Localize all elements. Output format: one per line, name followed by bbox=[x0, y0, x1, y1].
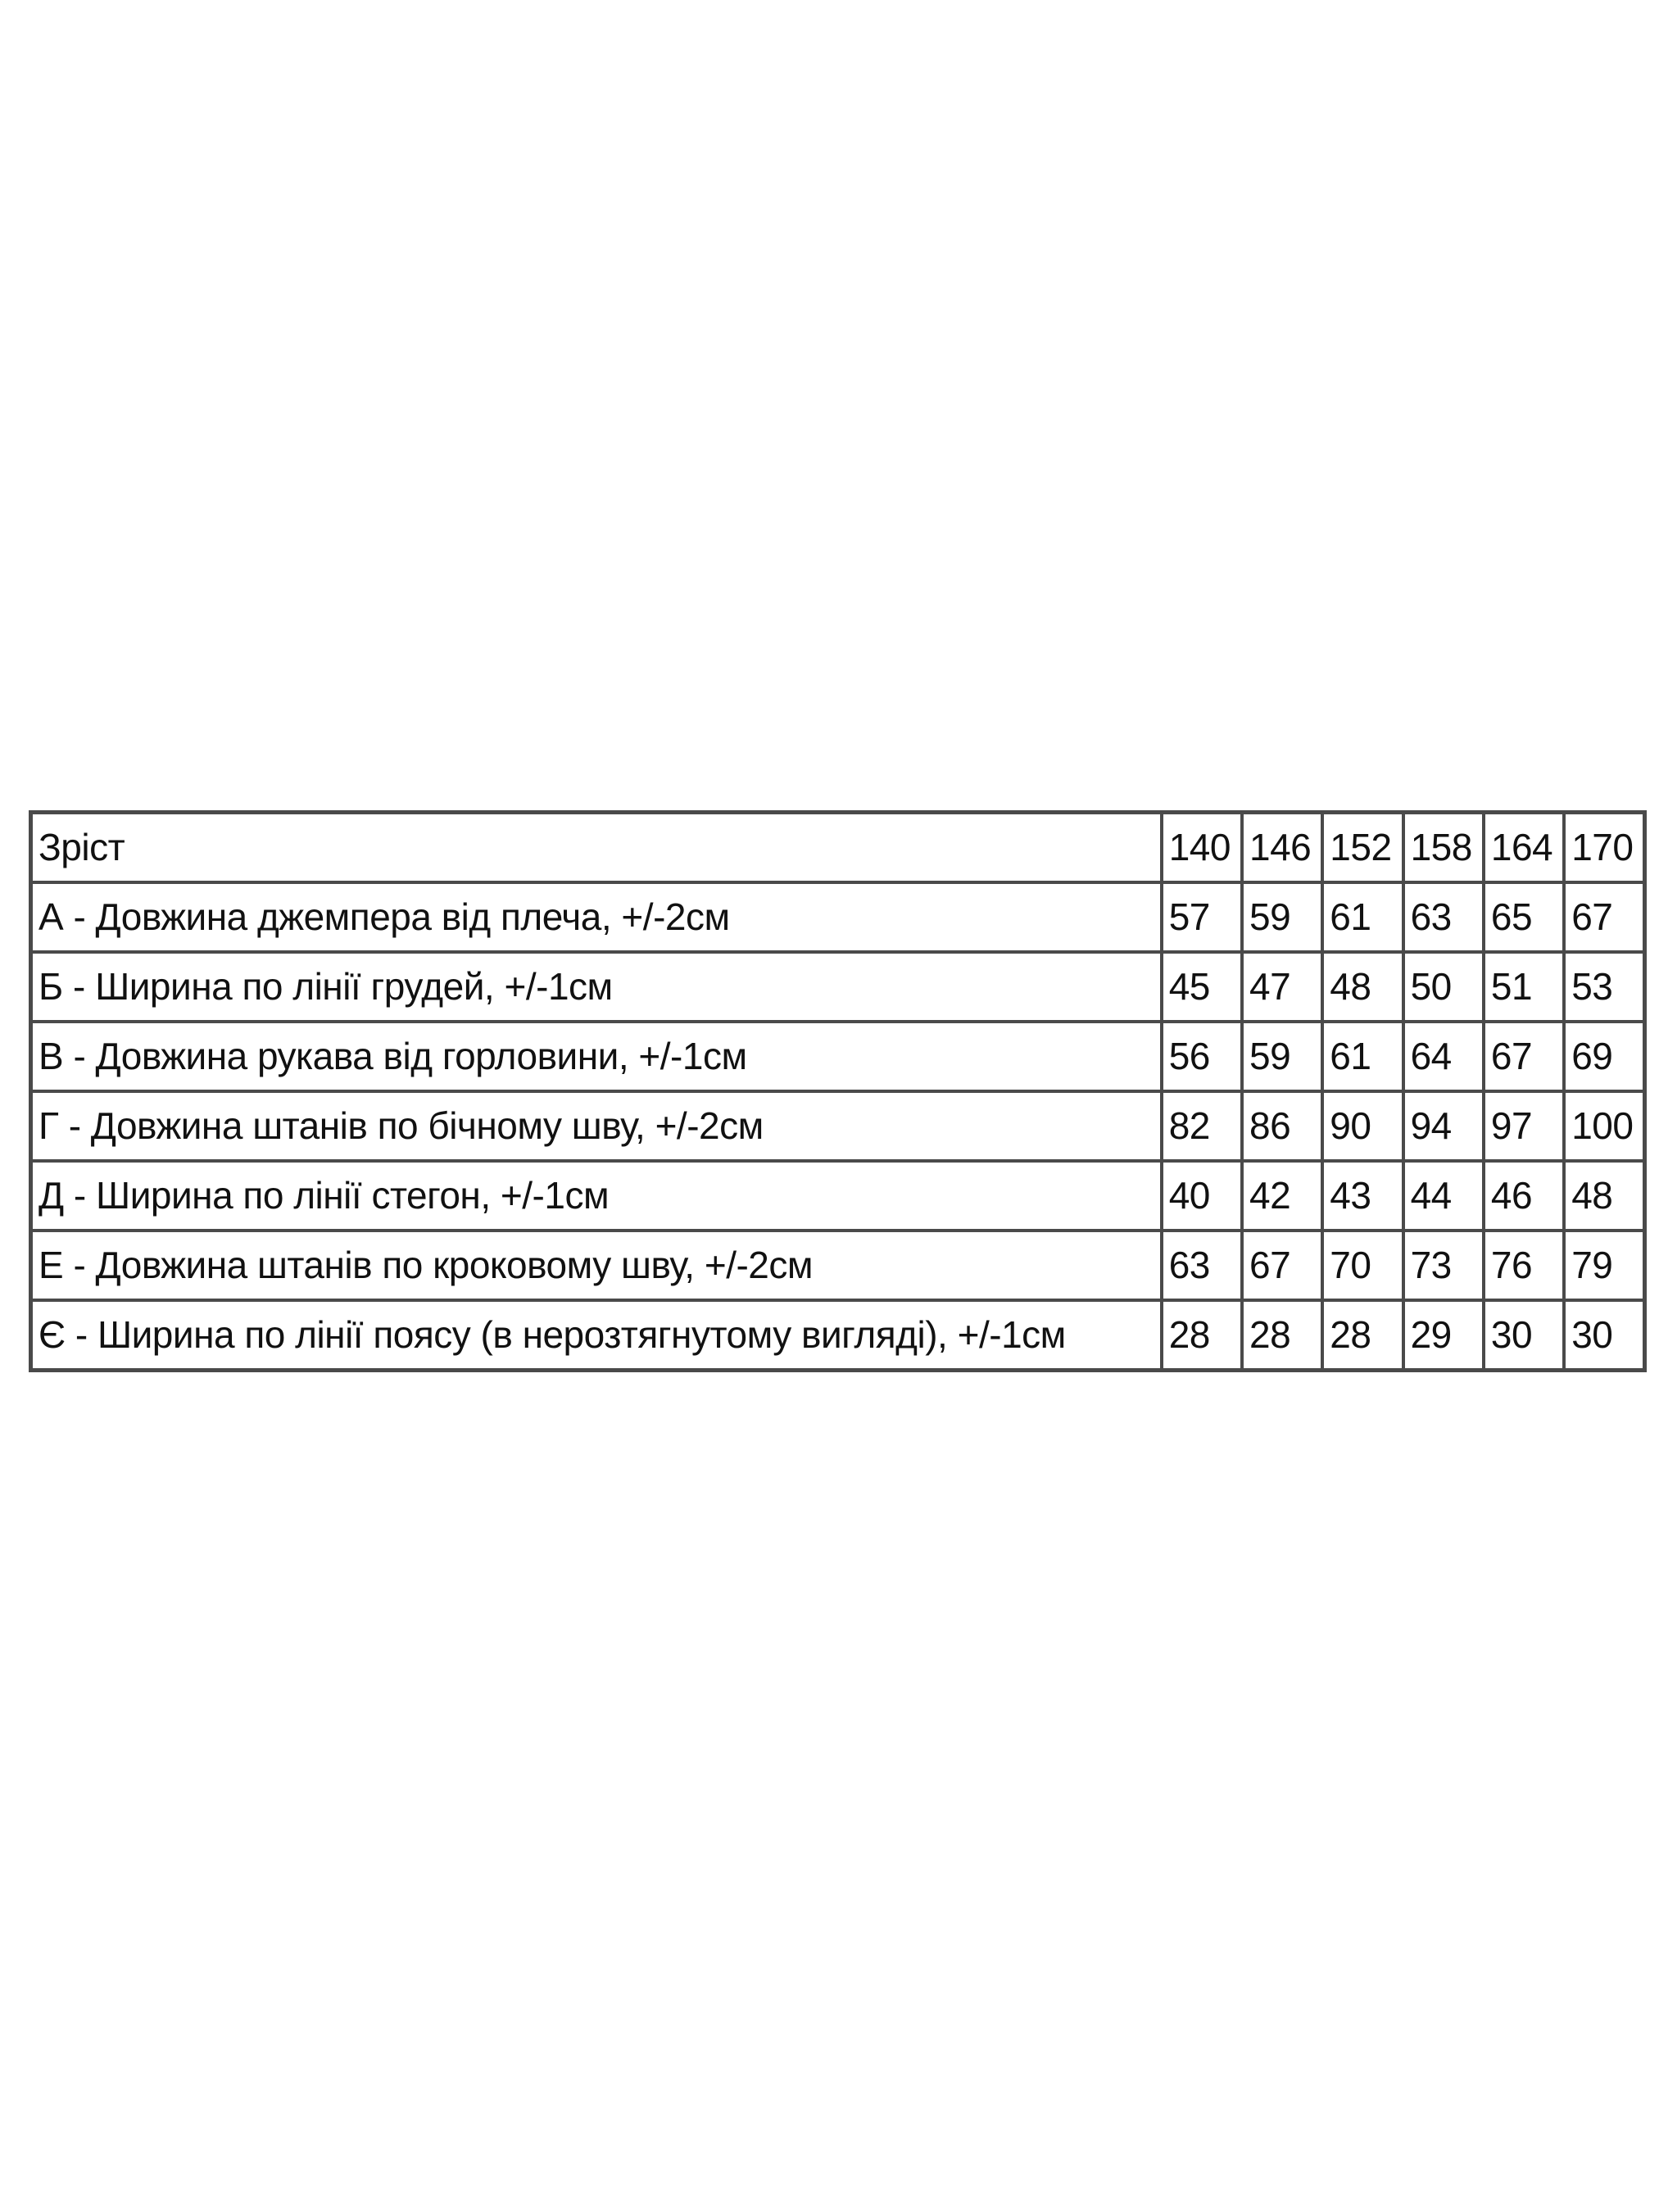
measurement-value: 82 bbox=[1162, 1091, 1242, 1161]
measurement-value: 59 bbox=[1242, 1022, 1322, 1091]
table-row bbox=[31, 882, 1645, 952]
measurement-label: В - Довжина рукава від горловини, +/-1см bbox=[31, 1022, 1162, 1091]
measurement-value: 42 bbox=[1242, 1161, 1322, 1231]
size-header-cell: 164 bbox=[1484, 813, 1564, 883]
table-header-row bbox=[31, 813, 1645, 883]
table-row bbox=[31, 1300, 1645, 1371]
measurement-value: 40 bbox=[1162, 1161, 1242, 1231]
measurement-value: 73 bbox=[1403, 1231, 1484, 1300]
measurement-value: 76 bbox=[1484, 1231, 1564, 1300]
measurement-value: 59 bbox=[1242, 882, 1322, 952]
measurement-value: 65 bbox=[1484, 882, 1564, 952]
measurement-value: 48 bbox=[1322, 952, 1403, 1022]
measurement-label: Б - Ширина по лінії грудей, +/-1см bbox=[31, 952, 1162, 1022]
measurement-value: 28 bbox=[1322, 1300, 1403, 1371]
measurement-value: 30 bbox=[1564, 1300, 1644, 1371]
measurement-value: 61 bbox=[1322, 882, 1403, 952]
size-chart-table bbox=[29, 810, 1647, 1372]
table-row bbox=[31, 952, 1645, 1022]
measurement-value: 67 bbox=[1564, 882, 1644, 952]
measurement-value: 29 bbox=[1403, 1300, 1484, 1371]
measurement-value: 90 bbox=[1322, 1091, 1403, 1161]
table-row bbox=[31, 1022, 1645, 1091]
measurement-value: 70 bbox=[1322, 1231, 1403, 1300]
measurement-label: А - Довжина джемпера від плеча, +/-2см bbox=[31, 882, 1162, 952]
size-header-cell: 146 bbox=[1242, 813, 1322, 883]
measurement-value: 100 bbox=[1564, 1091, 1644, 1161]
measurement-value: 67 bbox=[1242, 1231, 1322, 1300]
measurement-value: 28 bbox=[1242, 1300, 1322, 1371]
measurement-value: 86 bbox=[1242, 1091, 1322, 1161]
measurement-value: 44 bbox=[1403, 1161, 1484, 1231]
measurement-value: 28 bbox=[1162, 1300, 1242, 1371]
measurement-label: Е - Довжина штанів по кроковому шву, +/-2см bbox=[31, 1231, 1162, 1300]
measurement-value: 30 bbox=[1484, 1300, 1564, 1371]
size-header-cell: 140 bbox=[1162, 813, 1242, 883]
table-row bbox=[31, 1161, 1645, 1231]
measurement-label: Г - Довжина штанів по бічному шву, +/-2см bbox=[31, 1091, 1162, 1161]
measurement-value: 53 bbox=[1564, 952, 1644, 1022]
measurement-value: 63 bbox=[1403, 882, 1484, 952]
size-header-cell: 152 bbox=[1322, 813, 1403, 883]
size-header-cell: 158 bbox=[1403, 813, 1484, 883]
measurement-value: 46 bbox=[1484, 1161, 1564, 1231]
measurement-value: 63 bbox=[1162, 1231, 1242, 1300]
measurement-value: 56 bbox=[1162, 1022, 1242, 1091]
measurement-value: 51 bbox=[1484, 952, 1564, 1022]
measurement-value: 61 bbox=[1322, 1022, 1403, 1091]
measurement-value: 97 bbox=[1484, 1091, 1564, 1161]
table-row bbox=[31, 1231, 1645, 1300]
measurement-label: Д - Ширина по лінії стегон, +/-1см bbox=[31, 1161, 1162, 1231]
measurement-value: 47 bbox=[1242, 952, 1322, 1022]
measurement-value: 94 bbox=[1403, 1091, 1484, 1161]
measurement-label: Є - Ширина по лінії поясу (в нерозтягнутому вигляді), +/-1см bbox=[31, 1300, 1162, 1371]
table-row bbox=[31, 1091, 1645, 1161]
measurement-value: 45 bbox=[1162, 952, 1242, 1022]
measurement-value: 79 bbox=[1564, 1231, 1644, 1300]
measurement-value: 64 bbox=[1403, 1022, 1484, 1091]
measurement-value: 57 bbox=[1162, 882, 1242, 952]
measurement-value: 43 bbox=[1322, 1161, 1403, 1231]
measurement-value: 48 bbox=[1564, 1161, 1644, 1231]
size-header-cell: 170 bbox=[1564, 813, 1644, 883]
measurement-value: 50 bbox=[1403, 952, 1484, 1022]
height-header-label: Зріст bbox=[31, 813, 1162, 883]
measurement-value: 69 bbox=[1564, 1022, 1644, 1091]
measurement-value: 67 bbox=[1484, 1022, 1564, 1091]
